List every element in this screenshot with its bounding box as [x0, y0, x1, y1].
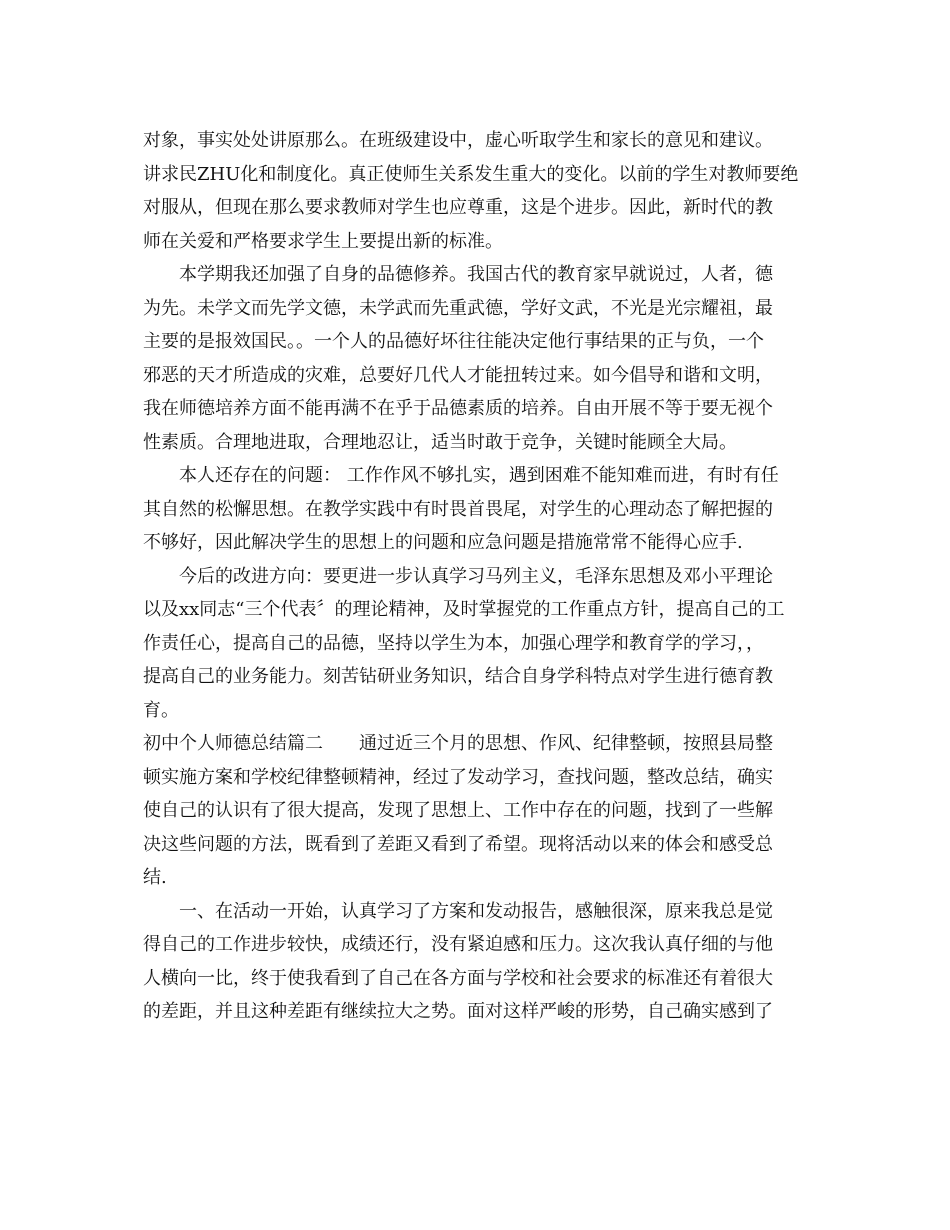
text-line: 得自己的工作进步较快，成绩还行，没有紧迫感和压力。这次我认真仔细的与他	[143, 934, 773, 955]
paragraph-start-line: 本学期我还加强了自身的品德修养。我国古代的教育家早就说过，人者，德	[179, 264, 773, 285]
text-line: 人横向一比，终于使我看到了自己在各方面与学校和社会要求的标准还有着很大	[143, 967, 773, 989]
text-line: 性素质。合理地进取，合理地忍让，适当时敢于竞争，关键时能顾全大局。	[143, 431, 737, 453]
text-line: 邪恶的天才所造成的灾难，总要好几代人才能扭转过来。如今倡导和谐和文明，	[143, 364, 773, 386]
text-line: 结.	[143, 867, 167, 888]
text-line: 使自己的认识有了很大提高，发现了思想上、工作中存在的问题，找到了一些解	[143, 800, 773, 821]
text-line: 主要的是报效国民。。一个人的品德好坏往往能决定他行事结果的正与负，一个	[143, 331, 764, 352]
paragraph-start-line: 本人还存在的问题： 工作作风不够扎实，遇到困难不能知难而进，有时有任	[179, 465, 779, 486]
text-line: 提高自己的业务能力。刻苦钻研业务知识，结合自身学科特点对学生进行德育教	[143, 666, 773, 687]
text-line: 师在关爱和严格要求学生上要提出新的标准。	[143, 230, 503, 252]
text-line: 顿实施方案和学校纪律整顿精神，经过了发动学习，查找问题，整改总结，确实	[143, 766, 773, 788]
text-line: 的差距，并且这种差距有继续拉大之势。面对这样严峻的形势，自己确实感到了	[143, 1001, 773, 1022]
text-line: 我在师德培养方面不能再满不在乎于品德素质的培养。自由开展不等于要无视个	[143, 398, 773, 419]
text-line: 讲求民ZHU化和制度化。真正使师生关系发生重大的变化。以前的学生对教师要绝	[143, 163, 799, 185]
text-line: 以及xx同志“三个代表〞的理论精神，及时掌握党的工作重点方针，提高自己的工	[143, 599, 785, 620]
text-line: 作责任心，提高自己的品德，坚持以学生为本，加强心理学和教育学的学习，，	[143, 632, 764, 654]
section-heading-line: 初中个人师德总结篇二 通过近三个月的思想、作风、纪律整顿，按照县局整	[143, 733, 773, 754]
text-line: 决这些问题的方法，既看到了差距又看到了希望。现将活动以来的体会和感受总	[143, 833, 773, 855]
paragraph-start-line: 今后的改进方向：要更进一步认真学习马列主义，毛泽东思想及邓小平理论	[179, 565, 773, 587]
text-line: 其自然的松懈思想。在教学实践中有时畏首畏尾，对学生的心理动态了解把握的	[143, 498, 773, 520]
text-line: 为先。未学文而先学文德，未学武而先重武德，学好文武，不光是光宗耀祖，最	[143, 297, 773, 319]
document-body	[143, 124, 813, 1029]
text-line: 对服从，但现在那么要求教师对学生也应尊重，这是个进步。因此，新时代的教	[143, 197, 773, 218]
paragraph-start-line: 一、在活动一开始，认真学习了方案和发动报告，感触很深，原来我总是觉	[179, 900, 773, 922]
text-line: 育。	[143, 699, 179, 721]
text-line: 对象，事实处处讲原那么。在班级建设中，虚心听取学生和家长的意见和建议。	[143, 130, 773, 151]
text-line: 不够好，因此解决学生的思想上的问题和应急问题是措施常常不能得心应手.	[143, 532, 743, 553]
